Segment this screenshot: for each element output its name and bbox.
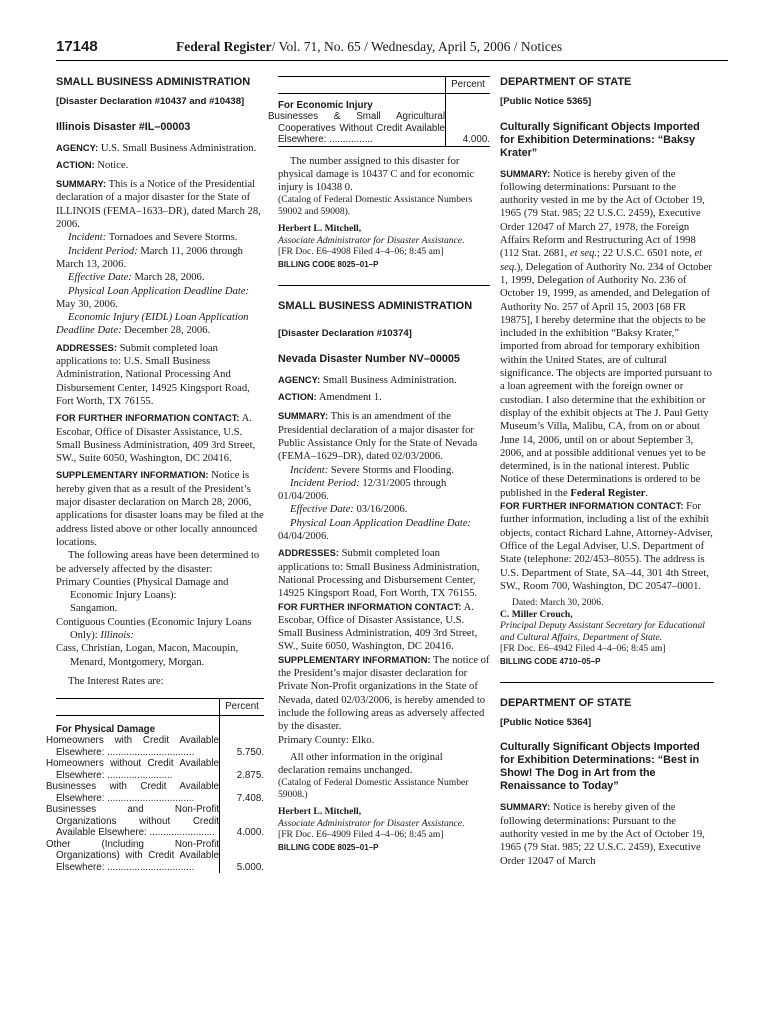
supplementary-paragraph	[56, 469, 264, 549]
dated-line: Dated: March 30, 2006.	[512, 597, 604, 609]
rate-label: Businesses with Credit Available Elsewhere: ................................	[46, 781, 219, 804]
rates-header-percent: Percent	[220, 699, 265, 716]
agency-line	[56, 142, 264, 155]
eidl-deadline-text: December 28, 2006.	[124, 325, 211, 337]
summary-label: SUMMARY:	[56, 179, 107, 190]
incident-text: Tornadoes and Severe Storms.	[108, 232, 238, 244]
billing-code: BILLING CODE 4710–05–P	[500, 656, 601, 666]
primary-counties-list: Sangamon.	[70, 603, 118, 615]
disaster-number-paragraph: The number assigned to this disaster for physical damage is 10437 C and for economic injury is 10438 0.	[278, 155, 475, 194]
rates-group-physical: For Physical Damage	[56, 723, 156, 735]
docket-number: [Public Notice 5364]	[500, 717, 592, 729]
fr-doc-line: [FR Doc. E6–4908 Filed 4–4–06; 8:45 am]	[278, 246, 444, 258]
effective-date-text: 03/16/2006.	[356, 504, 408, 516]
summary-paragraph	[278, 410, 490, 463]
interest-rates-table-economic	[268, 76, 490, 147]
physical-deadline-label: Physical Loan Application Deadline Date:	[68, 285, 250, 297]
other-info-paragraph: All other information in the original declaration remains unchanged.	[278, 751, 443, 777]
physical-deadline-label: Physical Loan Application Deadline Date:	[290, 517, 472, 529]
agency-heading: DEPARTMENT OF STATE	[500, 76, 632, 88]
supplementary-text: The notice of the President’s major disaster declaration for Private Non-Profit organizations in the State of Nevada, dated 02/03/2006, is hereby amended to include the following areas as adversely affected by the disaster.	[278, 654, 490, 733]
summary-text-1: Notice is hereby given of the following determinations: Pursuant to the authority vested in me by the Act of October 19, 1965 (79 Stat. 985; 22 U.S.C. 2459), Executive Order 12047 of March 27, 1978, the Foreign Affairs Reform and Restructuring Act of 1998 (112 Stat. 2681,	[500, 168, 705, 260]
incident-line	[56, 231, 264, 244]
physical-deadline-line	[56, 285, 264, 312]
supplementary-text: Notice is hereby given that as a result of the President’s major disaster declaration on March 28, 2006, applications for disaster loans may be filed at the address listed above or other locally announced locations.	[56, 470, 264, 548]
summary-text-3: ), Delegation of Authority No. 234 of October 1, 1999, Delegation of Authority No. 236 of October 19, 1999, as amended, and Delegation of Authority No. 257 of April 15, 2003 [68 FR 19875], I hereby determine that the objects to be included in the exhibition “Baksy Krater,” imported from abroad for temporary exhibition within the United States, are of cultural significance. The objects are imported pursuant to a loan agreement with the foreign owner or custodian. I also determine that the exhibition or display of the exhibit objects at The J. Paul Getty Museum’s Villa, Malibu, CA, from on or about June 14, 2006, until on or about September 3, 2006, and at possible additional venues yet to be determined, is in the national interest. Public Notice of these Determinations is ordered to be published in the	[500, 261, 712, 499]
action-label: ACTION:	[278, 392, 317, 403]
summary-label: SUMMARY:	[500, 802, 551, 813]
eidl-deadline-label: Economic Injury (EIDL) Loan Application Deadline Date:	[56, 312, 249, 337]
supplementary-label: SUPPLEMENTARY INFORMATION:	[56, 470, 209, 481]
effective-date-line	[56, 271, 264, 284]
contact-paragraph	[56, 412, 264, 465]
contact-text: A. Escobar, Office of Disaster Assistance, U.S. Small Business Administration, 409 3rd Street, SW., Suite 6050, Washington, DC 20416.	[56, 413, 256, 465]
agency-text: Small Business Administration.	[322, 374, 457, 386]
rates-header-percent: Percent	[446, 77, 491, 94]
column-2	[268, 76, 490, 854]
contiguous-counties-text: Contiguous Counties (Economic Injury Loans Only):	[56, 616, 252, 641]
summary-text: Notice is hereby given of the following determinations: Pursuant to the authority vested in me by the Act of October 19, 1965 (79 Stat. 985; 22 U.S.C. 2459), Executive Order 12047 of March	[500, 802, 705, 867]
table-row	[56, 758, 264, 781]
agency-heading: SMALL BUSINESS ADMINISTRATION	[56, 76, 251, 88]
action-text: Amendment 1.	[318, 392, 382, 404]
signer-title: Associate Administrator for Disaster Assistance.	[278, 817, 465, 829]
addresses-paragraph	[56, 342, 264, 408]
agency-label: AGENCY:	[56, 142, 99, 153]
rates-group-economic: For Economic Injury	[278, 99, 373, 111]
addresses-paragraph	[278, 547, 490, 600]
incident-period-text: March 11, 2006 through March 13, 2006.	[56, 245, 243, 270]
table-row	[56, 804, 264, 839]
docket-number: [Disaster Declaration #10437 and #10438]	[56, 96, 245, 108]
contiguous-state: Illinois:	[100, 629, 134, 641]
incident-period-line	[56, 245, 264, 272]
rate-value: 4.000.	[446, 111, 491, 146]
incident-label: Incident:	[290, 464, 329, 476]
section-divider	[278, 285, 490, 286]
notice-title: Nevada Disaster Number NV–00005	[278, 352, 460, 365]
summary-label: SUMMARY:	[500, 168, 551, 179]
supplementary-label: SUPPLEMENTARY INFORMATION:	[278, 654, 431, 665]
agency-label: AGENCY:	[278, 374, 321, 385]
contact-label: FOR FURTHER INFORMATION CONTACT:	[56, 413, 240, 424]
effective-date-text: March 28, 2006.	[134, 272, 205, 284]
docket-number: [Public Notice 5365]	[500, 96, 592, 108]
summary-text: This is a Notice of the Presidential declaration of a major disaster for the State of ILLINOIS (FEMA–1633–DR), dated March 28, 2006.	[56, 179, 261, 231]
rate-label: Other (Including Non-Profit Organizations) with Credit Available Elsewhere: ................................	[46, 838, 219, 873]
supplementary-paragraph	[278, 654, 490, 734]
primary-counties-line: Primary Counties (Physical Damage and Economic Injury Loans):	[56, 576, 229, 602]
agency-line	[278, 374, 490, 387]
fr-doc-line: [FR Doc. E6–4909 Filed 4–4–06; 8:45 am]	[278, 829, 444, 841]
column-1	[46, 76, 264, 873]
billing-code: BILLING CODE 8025–01–P	[278, 842, 379, 852]
agency-heading: DEPARTMENT OF STATE	[500, 696, 632, 709]
effective-date-label: Effective Date:	[290, 504, 354, 516]
incident-period-label: Incident Period:	[68, 245, 138, 257]
physical-deadline-text: May 30, 2006.	[56, 298, 118, 310]
interest-rates-intro: The Interest Rates are:	[68, 675, 164, 687]
header-citation	[176, 39, 562, 55]
action-text: Notice.	[97, 159, 129, 171]
signer-name: Herbert L. Mitchell,	[278, 806, 362, 818]
notice-title: Illinois Disaster #IL–00003	[56, 120, 191, 133]
rate-value: 4.000.	[220, 804, 265, 839]
table-row	[56, 839, 264, 874]
agency-text: U.S. Small Business Administration.	[100, 142, 257, 154]
summary-et-seq-2: et seq.	[500, 248, 703, 273]
primary-county-line: Primary County: Elko.	[278, 734, 375, 746]
summary-text-2: ; 22 U.S.C. 6501 note,	[597, 248, 692, 260]
addresses-text: Submit completed loan applications to: Small Business Administration, National Processing and Disbursement Center, 14925 Kingsport Road, Fort Worth, TX 76155.	[278, 548, 480, 600]
rate-value: 5.750.	[220, 735, 265, 758]
action-label: ACTION:	[56, 159, 95, 170]
contiguous-counties-line	[56, 616, 264, 643]
catalog-note: (Catalog of Federal Domestic Assistance Numbers 59002 and 59008).	[278, 194, 473, 217]
areas-paragraph: The following areas have been determined to be adversely affected by the disaster:	[56, 550, 260, 575]
table-row	[56, 781, 264, 804]
incident-text: Severe Storms and Flooding.	[330, 464, 454, 476]
eidl-deadline-line	[56, 311, 264, 338]
summary-label: SUMMARY:	[278, 411, 329, 422]
rate-value: 5.000.	[220, 839, 265, 874]
signer-name: Herbert L. Mitchell,	[278, 223, 362, 235]
summary-paragraph	[500, 801, 714, 867]
rate-value: 7.408.	[220, 781, 265, 804]
summary-paragraph	[56, 178, 264, 231]
signer-title: Associate Administrator for Disaster Assistance.	[278, 234, 465, 246]
incident-period-text: 12/31/2005 through 01/04/2006.	[278, 477, 447, 503]
signer-title: Principal Deputy Assistant Secretary for Educational and Cultural Affairs, Department of State.	[500, 620, 705, 643]
summary-end: .	[645, 487, 649, 499]
column-3	[500, 76, 714, 868]
summary-et-seq-1: et seq.	[569, 248, 598, 260]
issue-info: / Vol. 71, No. 65 / Wednesday, April 5, 2006 / Notices	[271, 39, 563, 54]
publication-name: Federal Register	[176, 39, 272, 54]
incident-period-line	[278, 477, 490, 504]
notice-title: Culturally Significant Objects Imported for Exhibition Determinations: “Best in Show! The Dog in Art from the Renaissance to Today”	[500, 741, 700, 793]
catalog-note: (Catalog of Federal Domestic Assistance Number 59008.)	[278, 777, 469, 800]
contact-paragraph	[500, 500, 714, 593]
incident-period-label: Incident Period:	[290, 477, 360, 489]
agency-heading: SMALL BUSINESS ADMINISTRATION	[278, 300, 473, 313]
notice-title: Culturally Significant Objects Imported for Exhibition Determinations: “Baksy Krater”	[500, 120, 700, 159]
rate-label: Businesses & Small Agricultural Cooperatives Without Credit Available Elsewhere: ................	[268, 111, 445, 145]
table-row	[278, 111, 490, 146]
summary-federal-register: Federal Register	[570, 487, 646, 499]
contact-label: FOR FURTHER INFORMATION CONTACT:	[278, 601, 462, 612]
incident-label: Incident:	[68, 232, 107, 244]
action-line	[56, 159, 264, 172]
contact-text: A. Escobar, Office of Disaster Assistance, U.S. Small Business Administration, 409 3rd Street, SW., Suite 6050, Washington, DC 20416.	[278, 601, 478, 653]
contact-paragraph	[278, 601, 490, 654]
incident-line	[278, 464, 490, 477]
rate-label: Homeowners with Credit Available Elsewhere: ................................	[46, 735, 219, 758]
addresses-text: Submit completed loan applications to: U.S. Small Business Administration, National Processing And Disbursement Center, 14925 Kingsport Road, Fort Worth, TX 76155.	[56, 342, 250, 407]
page-header	[56, 38, 728, 61]
effective-date-label: Effective Date:	[68, 272, 132, 284]
rate-value: 2.875.	[220, 758, 265, 781]
rate-label: Homeowners without Credit Available Elsewhere: ........................	[46, 758, 219, 781]
interest-rates-table-physical	[46, 698, 264, 873]
table-row	[56, 735, 264, 758]
contact-text: For further information, including a list of the exhibit objects, contact Richard Lahne, Attorney-Adviser, Office of the Legal Adviser, U.S. Department of State (telephone: 202/453–8055). The address is U.S. Department of State, SA–44, 301 4th Street, SW., Room 700, Washington, DC 20547–0001.	[500, 501, 713, 592]
page-number: 17148	[56, 38, 98, 55]
physical-deadline-text: 04/04/2006.	[278, 531, 329, 543]
summary-paragraph	[500, 168, 714, 500]
action-line	[278, 391, 490, 404]
summary-text: This is an amendment of the Presidential declaration of a major disaster for Public Assistance Only for the State of Nevada (FEMA–1629–DR), dated 02/03/2006.	[278, 411, 478, 463]
contiguous-counties-list: Cass, Christian, Logan, Macon, Macoupin, Menard, Montgomery, Morgan.	[56, 643, 239, 668]
physical-deadline-line	[278, 517, 490, 544]
addresses-label: ADDRESSES:	[278, 548, 339, 559]
effective-date-line	[278, 503, 490, 516]
signer-name: C. Miller Crouch,	[500, 608, 573, 620]
billing-code: BILLING CODE 8025–01–P	[278, 259, 379, 269]
fr-doc-line: [FR Doc. E6–4942 Filed 4–4–06; 8:45 am]	[500, 643, 666, 655]
section-divider	[500, 682, 714, 683]
docket-number: [Disaster Declaration #10374]	[278, 328, 412, 340]
addresses-label: ADDRESSES:	[56, 342, 117, 353]
rate-label: Businesses and Non-Profit Organizations without Credit Available Elsewhere: ........................	[46, 804, 219, 839]
contact-label: FOR FURTHER INFORMATION CONTACT:	[500, 501, 684, 512]
